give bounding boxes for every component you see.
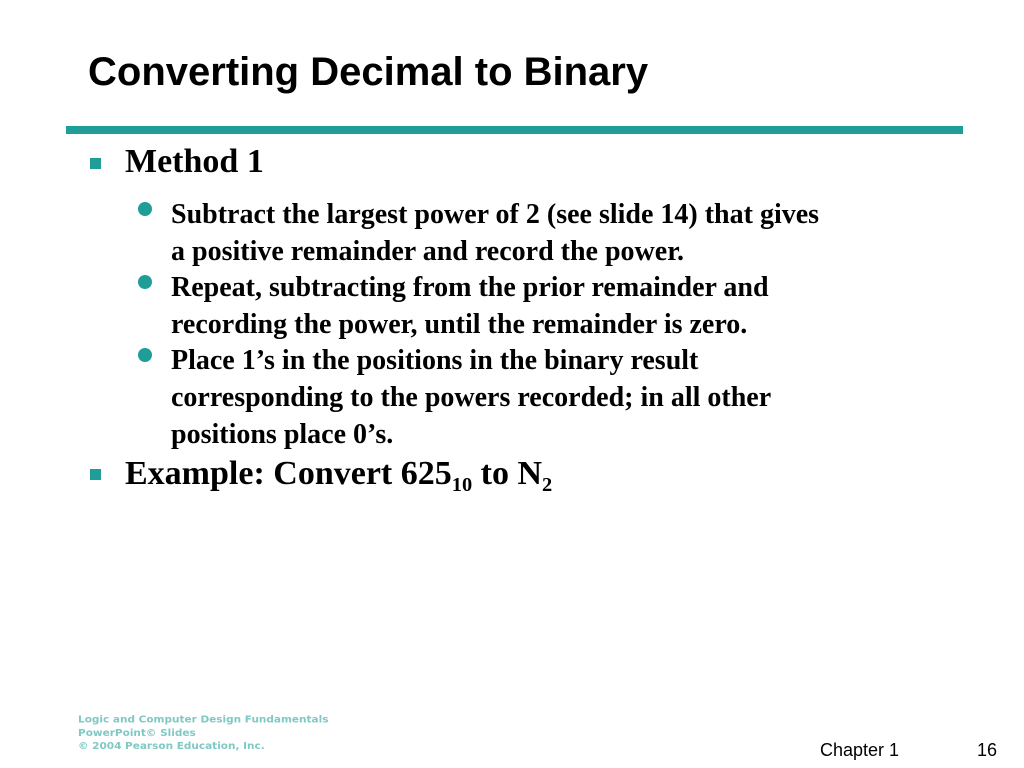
sub-bullet-text: Repeat, subtracting from the prior remainder and — [171, 272, 769, 303]
square-bullet-icon — [90, 469, 101, 480]
footer-chapter: Chapter 1 — [820, 740, 900, 760]
subscript-base-2: 2 — [542, 474, 553, 497]
subscript-base-10: 10 — [451, 474, 473, 497]
bullet-method-1: Method 1 — [125, 143, 264, 180]
square-bullet-icon — [90, 158, 101, 169]
logo-line: © 2004 Pearson Education, Inc. — [78, 740, 265, 752]
logo-line: Logic and Computer Design Fundamentals — [78, 713, 329, 726]
sub-bullet-text: a positive remainder and record the power. — [171, 236, 685, 267]
sub-bullet-text: recording the power, until the remainder is zero. — [171, 309, 748, 340]
slide-title: Converting Decimal to Binary — [88, 50, 649, 94]
round-bullet-icon — [138, 348, 152, 362]
round-bullet-icon — [138, 202, 152, 216]
example-text: Example: Convert 625 — [125, 455, 452, 492]
sub-bullet-text: corresponding to the powers recorded; in all other — [171, 382, 772, 413]
sub-bullet-text: Place 1’s in the positions in the binary result — [171, 345, 699, 376]
page-number: 16 — [977, 740, 998, 760]
title-divider — [66, 126, 963, 134]
round-bullet-icon — [138, 275, 152, 289]
publisher-logo — [78, 713, 328, 753]
bullet-example — [125, 455, 553, 497]
logo-line: PowerPoint© Slides — [78, 727, 196, 739]
sub-bullet-text: positions place 0’s. — [171, 419, 394, 450]
example-text-target: to N — [472, 455, 543, 492]
sub-bullet-text: Subtract the largest power of 2 (see slide 14) that gives — [171, 199, 820, 230]
